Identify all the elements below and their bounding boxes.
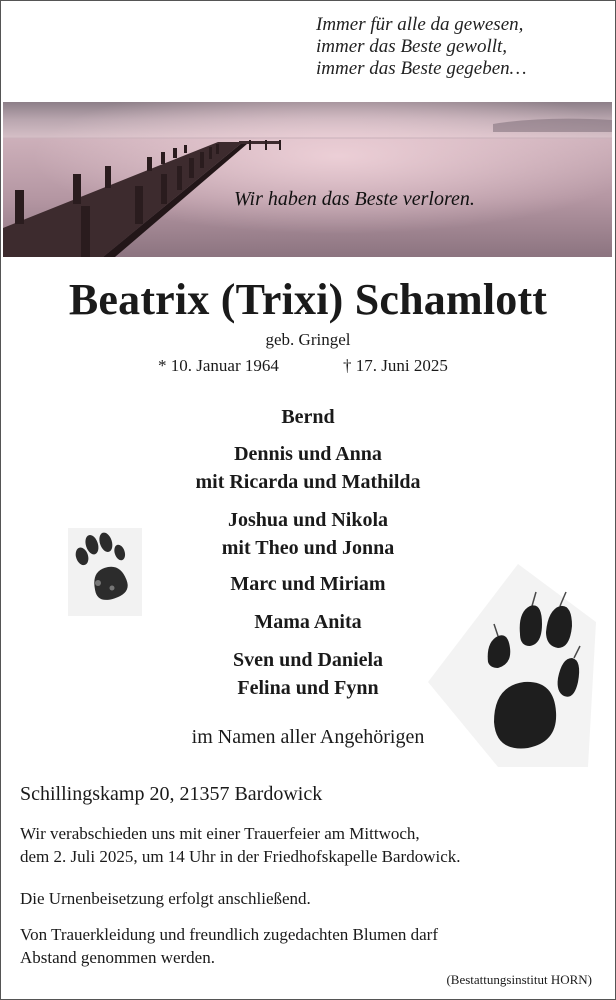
motto-line-3: immer das Beste gegeben… [316,58,527,79]
undertaker-credit: (Bestattungsinstitut HORN) [446,972,592,987]
mourner-line: Mama Anita [254,611,362,633]
mourner-line: mit Theo und Jonna [221,537,395,559]
mourner-group [0,403,616,431]
urn-line: Die Urnenbeisetzung erfolgt anschließend. [20,889,311,908]
funeral-line-2: dem 2. Juli 2025, um 14 Uhr in der Friedhofskapelle Bardowick. [20,847,461,866]
flowers-line-1: Von Trauerkleidung und freundlich zugedachten Blumen darf [20,925,438,944]
flowers-line-2: Abstand genommen werden. [20,948,215,967]
mourner-line: Felina und Fynn [237,677,379,699]
motto-line-1: Immer für alle da gewesen, [316,14,524,35]
mourner-line: Dennis und Anna [234,443,382,465]
mourner-group [0,440,616,496]
photo-caption: Wir haben das Beste verloren. [234,188,475,210]
mourner-line: mit Ricarda und Mathilda [195,471,421,493]
flowers-notice [20,923,438,969]
deceased-name: Beatrix (Trixi) Schamlott [68,275,548,324]
funeral-notice [20,822,461,868]
birth-name: geb. Gringel [265,330,351,349]
mourner-line: Joshua und Nikola [227,509,389,531]
mourner-line: Sven und Daniela [232,649,384,671]
mourner-line: Marc und Miriam [230,573,386,595]
birth-date: * 10. Januar 1964 [158,356,279,375]
motto [316,14,527,80]
urn-notice [20,887,311,910]
closing-line: im Namen aller Angehörigen [191,726,425,748]
mourner-line: Bernd [281,406,335,428]
lake-pier-photo [3,102,612,257]
family-address: Schillingskamp 20, 21357 Bardowick [20,783,323,805]
paw-print-icon [68,528,142,616]
motto-line-2: immer das Beste gewollt, [316,36,508,57]
death-date: † 17. Juni 2025 [343,356,448,375]
funeral-line-1: Wir verabschieden uns mit einer Trauerfeier am Mittwoch, [20,824,420,843]
